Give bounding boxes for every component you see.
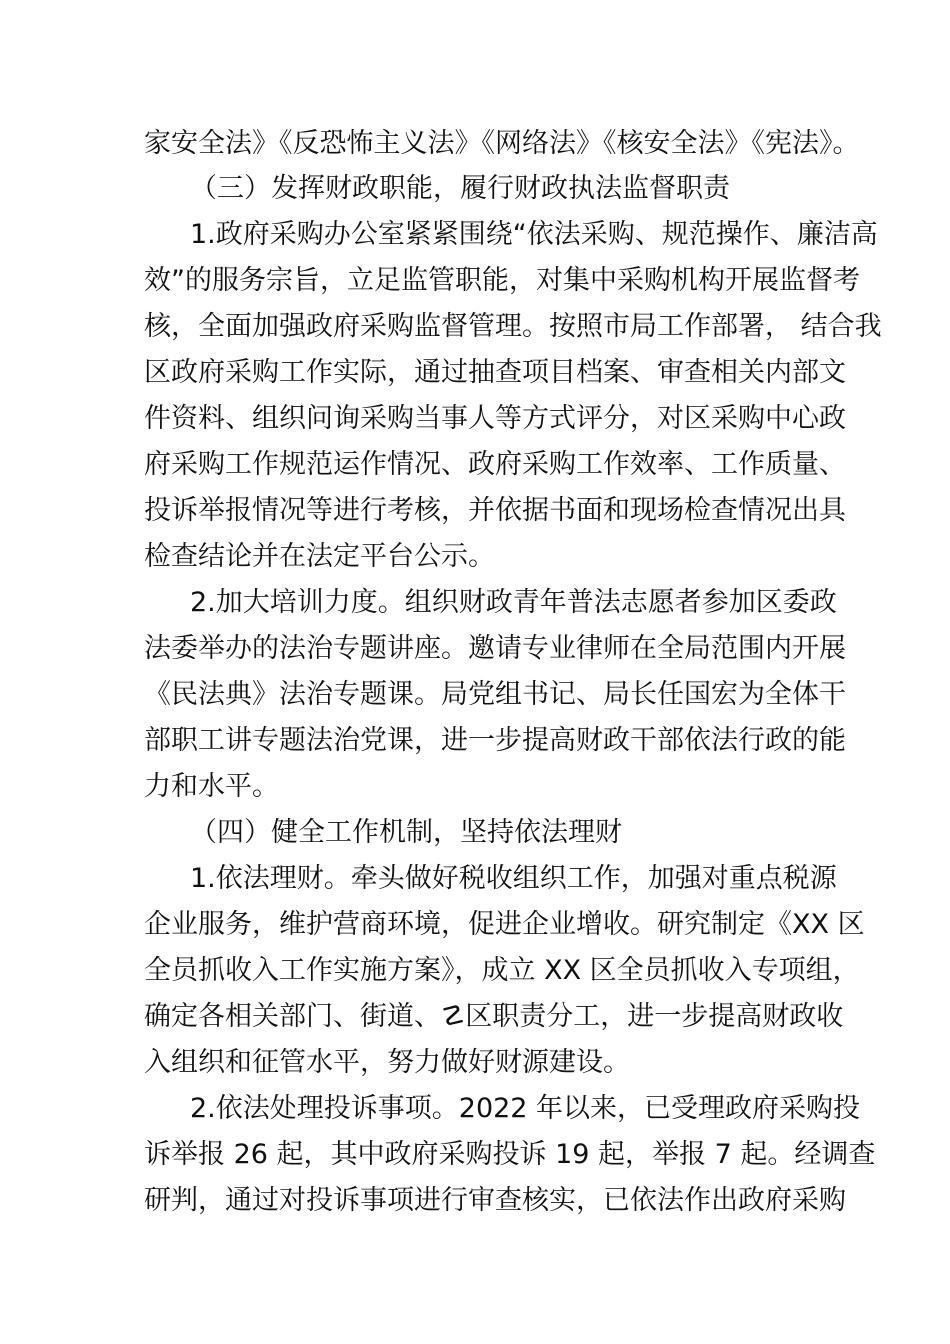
text-line: 部职工讲专题法治党课，进一步提高财政干部依法行政的能 — [144, 725, 846, 756]
text-line: 检查结论并在法定平台公示。 — [144, 541, 495, 572]
text-line: 《民法典》法治专题课。局党组书记、局长任国宏为全体干 — [144, 679, 846, 710]
text-line: 投诉举报情况等进行考核，并依据书面和现场检查情况出具 — [144, 495, 846, 526]
text-line: 家安全法》《反恐怖主义法》《网络法》《核安全法》《宪法》。 — [144, 128, 860, 159]
text-line: 研判，通过对投诉事项进行审查核实，已依法作出政府采购 — [144, 1185, 846, 1216]
text-line: 区政府采购工作实际，通过抽查项目档案、审查相关内部文 — [144, 357, 846, 388]
text-line: 诉举报 26 起，其中政府采购投诉 19 起，举报 7 起。经调查 — [144, 1139, 876, 1170]
section-heading: （三）发挥财政职能，履行财政执法监督职责 — [190, 173, 730, 204]
text-line: 1.政府采购办公室紧紧围绕“依法采购、规范操作、廉洁高 — [190, 219, 878, 250]
text-line: 件资料、组织问询采购当事人等方式评分，对区采购中心政 — [144, 403, 846, 434]
text-line: 全员抓收入工作实施方案》，成立 XX 区全员抓收入专项组， — [144, 955, 860, 986]
text-line: 2.依法处理投诉事项。2022 年以来，已受理政府采购投 — [190, 1093, 861, 1124]
text-line: 法委举办的法治专题讲座。邀请专业律师在全局范围内开展 — [144, 633, 846, 664]
text-line: 企业服务，维护营商环境，促进企业增收。研究制定《XX 区 — [144, 909, 865, 940]
text-line: 力和水平。 — [144, 771, 279, 802]
section-heading: （四）健全工作机制，坚持依法理财 — [190, 817, 622, 848]
text-line: 1.依法理财。牵头做好税收组织工作，加强对重点税源 — [190, 863, 837, 894]
text-line: 2.加大培训力度。组织财政青年普法志愿者参加区委政 — [190, 587, 837, 618]
text-line: 效”的服务宗旨，立足监管职能，对集中采购机构开展监督考 — [144, 265, 860, 296]
text-line: 核，全面加强政府采购监督管理。按照市局工作部署， 结合我 — [144, 311, 882, 342]
text-line: 府采购工作规范运作情况、政府采购工作效率、工作质量、 — [144, 449, 846, 480]
text-line: 确定各相关部门、街道、☡区职责分工，进一步提高财政收 — [144, 1001, 844, 1032]
text-line: 入组织和征管水平，努力做好财源建设。 — [144, 1047, 630, 1078]
